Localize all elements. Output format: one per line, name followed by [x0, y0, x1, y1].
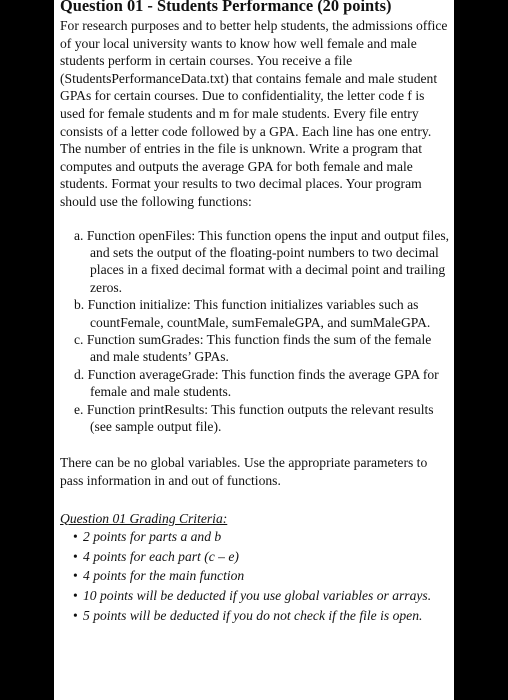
bullet-icon: • — [73, 568, 78, 584]
global-variables-note: There can be no global variables. Use the appropriate parameters to pass information in and out of functions. — [60, 455, 428, 488]
function-list — [60, 227, 452, 436]
function-item-a: a. Function openFiles: This function opens the input and output files, and sets the output of the floating-point numbers to two decimal places in a fixed decimal format with a decimal point and trailing zeros. — [74, 227, 450, 295]
criteria-item — [74, 586, 452, 606]
criteria-text: 4 points for the main function — [83, 568, 245, 584]
criteria-item — [74, 606, 452, 626]
question-title: Question 01 - Students Performance (20 points) — [60, 0, 392, 15]
document-page — [54, 0, 454, 700]
grading-criteria-list — [60, 527, 452, 625]
criteria-item — [74, 527, 452, 547]
criteria-text: 10 points will be deducted if you use global variables or arrays. — [83, 587, 432, 603]
bullet-icon: • — [73, 607, 78, 623]
criteria-text: 4 points for each part (c – e) — [83, 548, 239, 564]
criteria-text: 2 points for parts a and b — [83, 529, 222, 545]
grading-criteria-heading: Question 01 Grading Criteria: — [60, 510, 228, 526]
document-content — [60, 0, 452, 625]
function-item-d: d. Function averageGrade: This function finds the average GPA for female and male students. — [74, 366, 439, 400]
bullet-icon: • — [73, 529, 78, 545]
criteria-item — [74, 566, 452, 586]
intro-paragraph: For research purposes and to better help students, the admissions office of your local university wants to know how well female and male students perform in certain courses. You receive a file (StudentsPerformanceData.txt) that contains female and male student GPAs for certain courses. Due to confidentiality, the letter code f is used for female students and m for male students. Every file entry consists of a letter code followed by a GPA. Each line has one entry. The number of entries in the file is unknown. Write a program that computes and outputs the average GPA for both female and male students. Format your results to two decimal places. Your program should use the following functions: — [60, 18, 448, 209]
function-item-c: c. Function sumGrades: This function finds the sum of the female and male students’ GPAs. — [74, 331, 432, 365]
bullet-icon: • — [73, 548, 78, 564]
function-item-e: e. Function printResults: This function outputs the relevant results (see sample output file). — [74, 401, 434, 434]
bullet-icon: • — [73, 587, 78, 603]
criteria-item — [74, 547, 452, 567]
function-item-b: b. Function initialize: This function initializes variables such as countFemale, countMale, sumFemaleGPA, and sumMaleGPA. — [74, 297, 431, 330]
criteria-text: 5 points will be deducted if you do not check if the file is open. — [83, 607, 423, 623]
